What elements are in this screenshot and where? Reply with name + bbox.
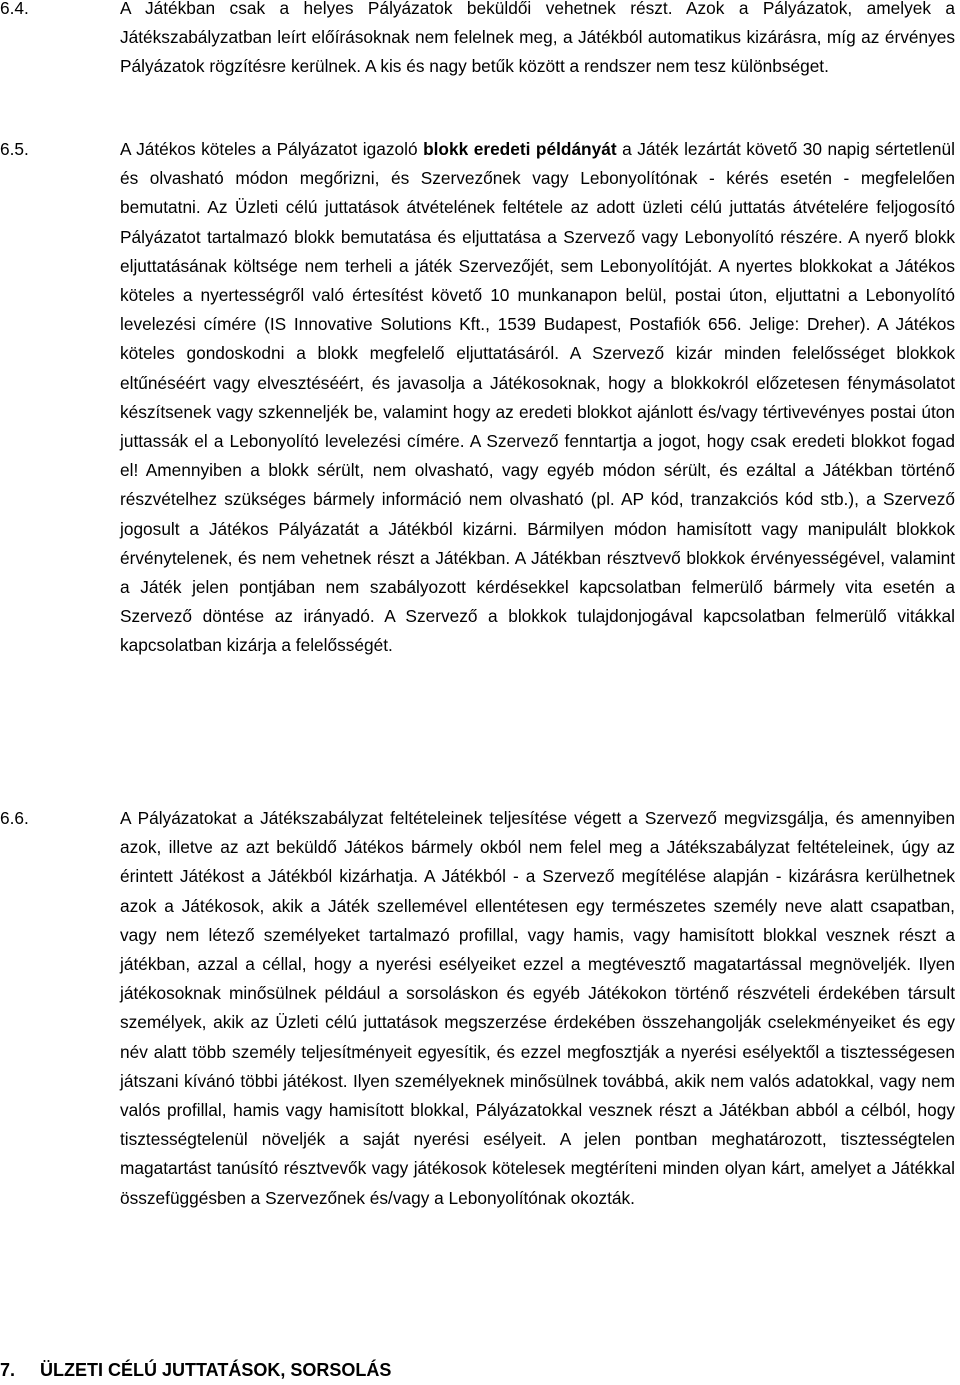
- bold-text: blokk eredeti példányát: [423, 139, 617, 159]
- section-text: [120, 135, 955, 661]
- chapter-number: 7.: [0, 1360, 16, 1380]
- section-number: 6.4.: [0, 0, 29, 18]
- chapter-title: ÜLZETI CÉLÚ JUTTATÁSOK, SORSOLÁS: [40, 1360, 392, 1380]
- text-before-bold: A Játékos köteles a Pályázatot igazoló: [120, 139, 424, 159]
- section-text: A Játékban csak a helyes Pályázatok beküldői vehetnek részt. Azok a Pályázatok, amelyek a Játékszabályzatban leírt előírásoknak nem felelnek meg, a Játékból automatikus kizárásra, míg az érvényes Pályázatok rögzítésre kerülnek. A kis és nagy betűk között a rendszer nem tesz különbséget.: [120, 0, 955, 77]
- text-after-bold: a Játék lezártát követő 30 napig sértetlenül és olvasható módon megőrizni, és Szervezőnek vagy Lebonyolítónak - kérés esetén - megfelelően bemutatni. Az Üzleti célú juttatások átvételének feltétele az adott üzleti célú juttatás átvételére feljogosító Pályázatot tartalmazó blokk bemutatása és eljuttatása a Szervező vagy Lebonyolító részére. A nyerő blokk eljuttatásának költsége nem terheli a játék Szervezőjét, sem Lebonyolítóját. A nyertes blokkokat a Játékos köteles a nyertességről való értesítést követő 10 munkanapon belül, postai úton, eljuttatni a Lebonyolító levelezési címére (IS Innovative Solutions Kft., 1539 Budapest, Postafiók 656. Jelige: Dreher). A Játékos köteles gondoskodni a blokk megfelelő eljuttatásáról. A Szervező kizár minden felelősséget blokkok eltűnéséért vagy elvesztéséért, és javasolja a Játékosoknak, hogy a blokkokról előzetesen fénymásolatot készítsenek vagy szkenneljék be, valamint hogy az eredeti blokkot ajánlott és/vagy tértivevényes postai úton juttassák el a Lebonyolító levelezési címére. A Szervező fenntartja a jogot, hogy csak eredeti blokkot fogad el! Amennyiben a blokk sérült, nem olvasható, vagy egyéb módon sérült, és ezáltal a Játékban történő részvételhez szükséges bármely információ nem olvasható (pl. AP kód, tranzakciós kód stb.), a Szervező jogosult a Játékos Pályázatát a Játékból kizárni. Bármilyen módon hamisított vagy manipulált blokkok érvénytelenek, és nem vehetnek részt a Játékban. A Játékban résztvevő blokkok érvényességével, valamint a Játék jelen pontjában nem szabályozott kérdésekkel kapcsolatban felmerülő bármely vita esetén a Szervező döntése az irányadó. A Szervező a blokkok tulajdonjogával kapcsolatban felmerülő vitákkal kapcsolatban kizárja a felelősségét.: [120, 139, 955, 656]
- section-text: A Pályázatokat a Játékszabályzat feltételeinek teljesítése végett a Szervező megvizsgálja, és amennyiben azok, illetve az azt beküldő Játékos bármely okból nem felel meg a Játékszabályzat feltételeinek, úgy az érintett Játékost a Játékból kizárhatja. A Játékból - a Szervező megítélése alapján - kizárásra kerülhetnek azok a Játékosok, akik a Játék szellemével ellentétesen egy természetes személy neve alatt csapatban, vagy nem létező személyeket tartalmazó profillal, vagy hamis, vagy hamisított blokkal vesznek részt a játékban, azzal a céllal, hogy a nyerési esélyeiket ezzel a megtévesztő magatartással megnöveljék. Ilyen játékosoknak minősülnek például a sorsoláskon és egyéb Játékokon történő részvételi érdekében társult személyek, akik az Üzleti célú juttatások megszerzése érdekében összehangolják cselekményeiket és egy név alatt több személy teljesítményeit egyesítik, és ezzel megfosztják a nyerési esélyektől a tisztességesen játszani kívánó többi játékost. Ilyen személyeknek minősülnek továbbá, akik nem valós adatokkal, vagy nem valós profillal, hamis vagy hamisított blokkal, Pályázatokkal vesznek részt a Játékban abból a célból, hogy tisztességtelenül növeljék a saját nyerési esélyeit. A jelen pontban meghatározott, tisztességtelen magatartást tanúsító résztvevők vagy játékosok kötelesek megtéríteni minden olyan kárt, amelyet a Játékkal összefüggésben a Szervezőnek és/vagy a Lebonyolítónak okozták.: [120, 808, 955, 1208]
- section-number: 6.6.: [0, 808, 29, 828]
- section-number: 6.5.: [0, 139, 29, 159]
- chapter-heading: [0, 1356, 391, 1385]
